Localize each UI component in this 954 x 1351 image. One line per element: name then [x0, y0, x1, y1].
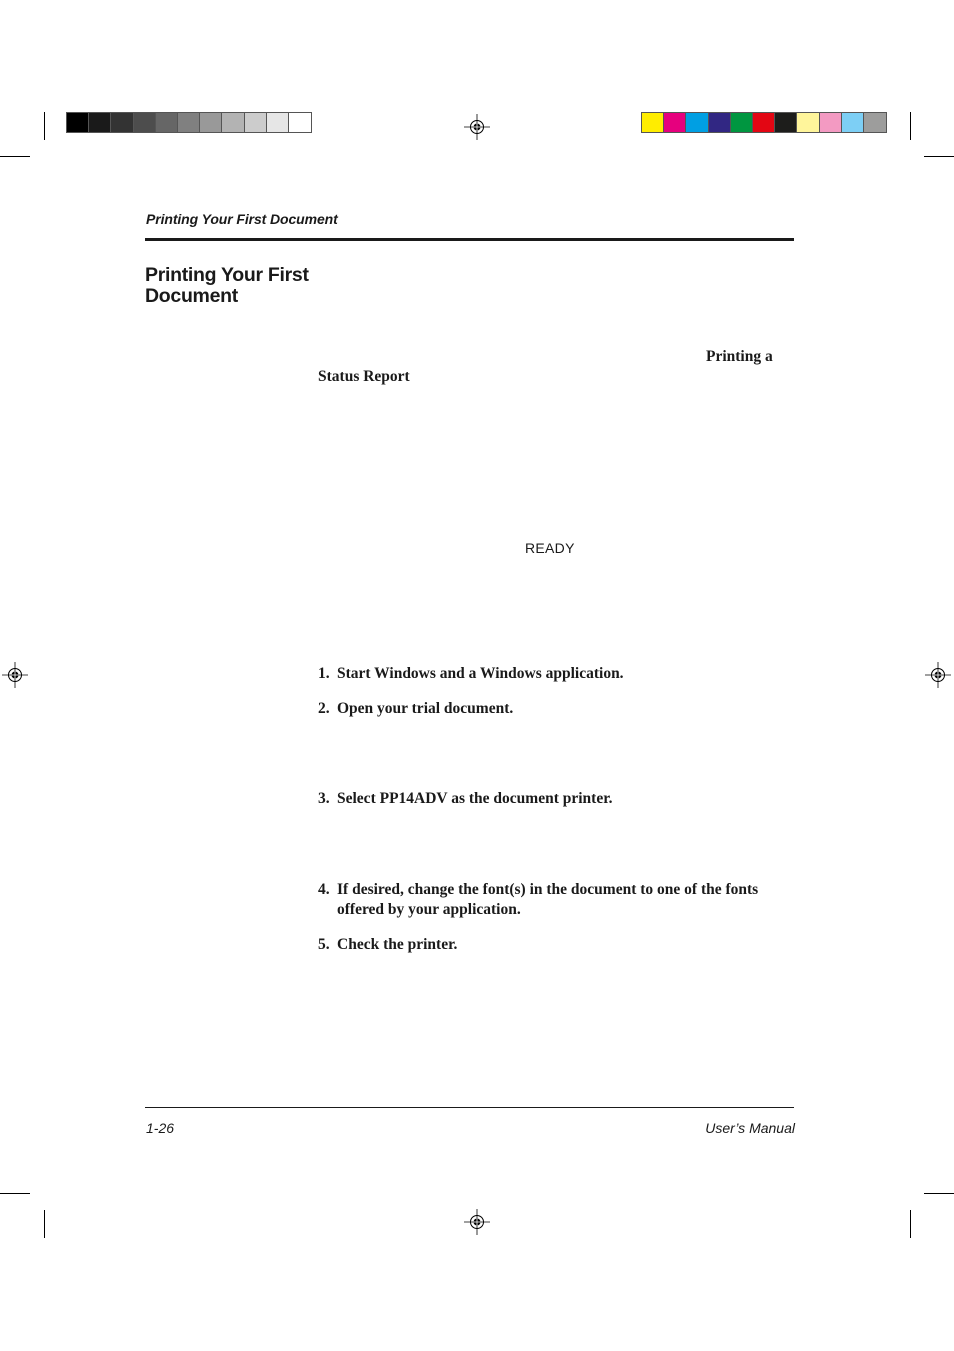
color-swatch	[753, 113, 775, 132]
section-title-line: Document	[145, 285, 238, 307]
color-swatch	[289, 113, 311, 132]
color-swatch	[864, 113, 886, 132]
step-number: 1.	[318, 665, 330, 682]
color-swatch	[664, 113, 686, 132]
section-title	[145, 265, 345, 307]
step-text: Open your trial document.	[337, 700, 514, 717]
color-swatch	[222, 113, 244, 132]
crop-mark	[910, 1210, 911, 1238]
color-swatch	[89, 113, 111, 132]
step-text: Start Windows and a Windows application.	[337, 665, 624, 682]
footer-rule	[145, 1107, 794, 1108]
color-swatch	[642, 113, 664, 132]
step-number: 4.	[318, 881, 330, 898]
running-head: Printing Your First Document	[146, 211, 338, 227]
color-swatch	[111, 113, 133, 132]
step-item	[318, 789, 794, 809]
color-swatch	[820, 113, 842, 132]
color-swatch	[709, 113, 731, 132]
registration-mark-icon	[464, 1209, 490, 1235]
color-swatch	[797, 113, 819, 132]
grayscale-calibration-bar	[66, 112, 312, 133]
color-swatch	[67, 113, 89, 132]
step-item	[318, 880, 794, 920]
registration-mark-icon	[925, 662, 951, 688]
color-swatch	[267, 113, 289, 132]
crop-mark	[44, 1210, 45, 1238]
crop-mark	[0, 1193, 30, 1194]
cross-reference-text: Status Report	[318, 368, 410, 385]
crop-mark	[0, 156, 30, 157]
cross-reference-text: Printing a	[706, 348, 773, 365]
step-number: 3.	[318, 790, 330, 807]
crop-mark	[924, 1193, 954, 1194]
registration-mark-icon	[2, 662, 28, 688]
crop-mark	[924, 156, 954, 157]
color-swatch	[178, 113, 200, 132]
step-item	[318, 664, 794, 684]
step-item	[318, 699, 794, 719]
page-number: 1-26	[146, 1120, 175, 1136]
color-swatch	[245, 113, 267, 132]
manual-title: User’s Manual	[705, 1120, 795, 1136]
step-number: 2.	[318, 700, 330, 717]
section-title-line: Printing Your First	[145, 264, 309, 286]
color-calibration-bar	[641, 112, 887, 133]
registration-mark-icon	[464, 114, 490, 140]
color-swatch	[842, 113, 864, 132]
color-swatch	[134, 113, 156, 132]
step-text: If desired, change the font(s) in the document to one of the fonts offered by your application.	[337, 881, 759, 918]
color-swatch	[156, 113, 178, 132]
color-swatch	[775, 113, 797, 132]
ready-display-text: READY	[525, 540, 575, 556]
crop-mark	[44, 112, 45, 140]
crop-mark	[910, 112, 911, 140]
color-swatch	[200, 113, 222, 132]
header-rule	[145, 238, 794, 241]
step-number: 5.	[318, 936, 330, 953]
color-swatch	[686, 113, 708, 132]
color-swatch	[731, 113, 753, 132]
step-text: Check the printer.	[337, 936, 458, 953]
step-item	[318, 935, 794, 955]
step-text: Select PP14ADV as the document printer.	[337, 790, 613, 807]
